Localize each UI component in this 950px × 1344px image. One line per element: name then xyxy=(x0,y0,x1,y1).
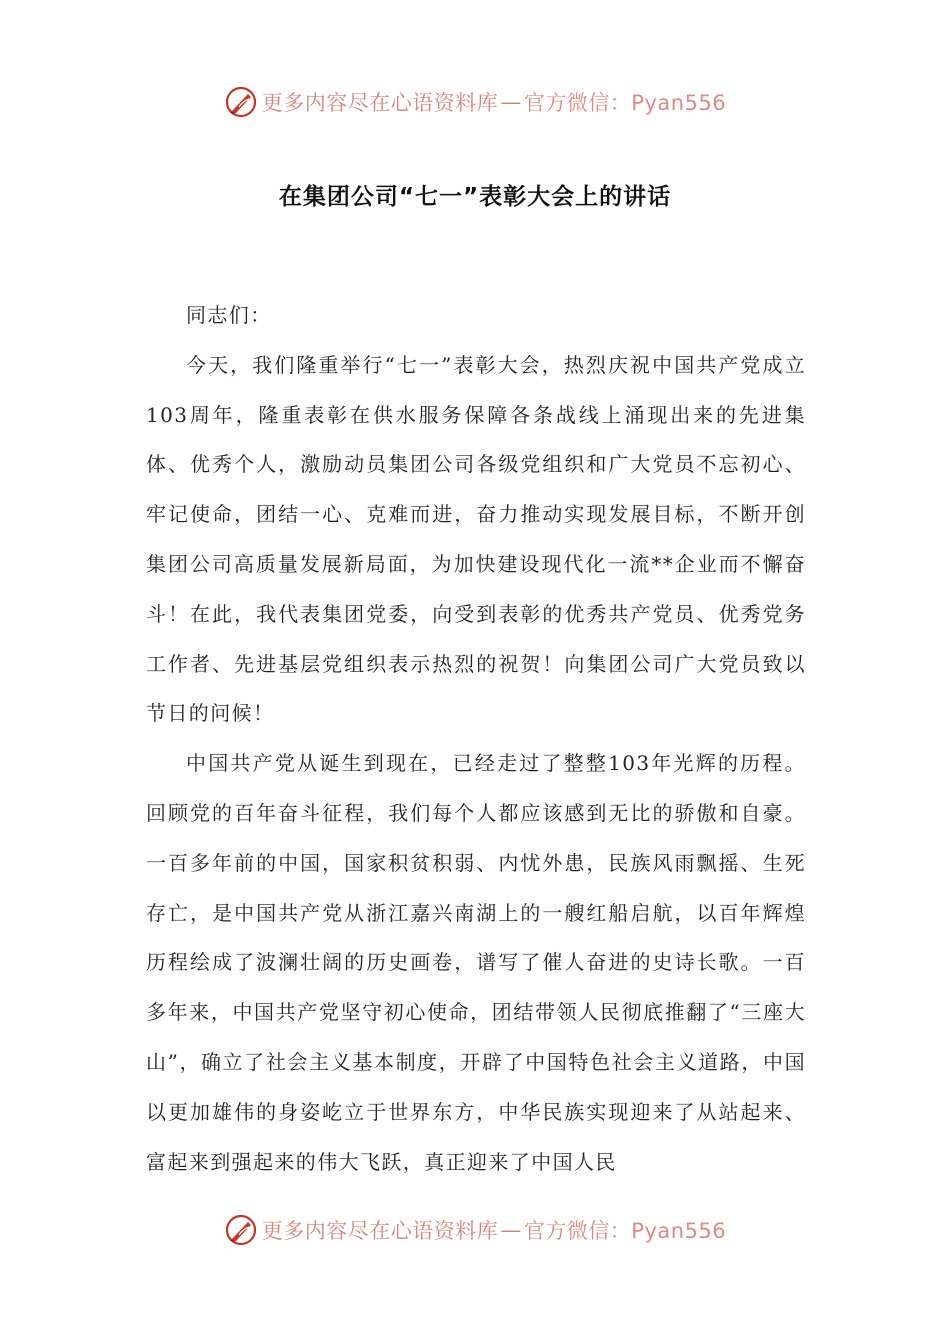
watermark-wechat-text: 官方微信：Pyan556 xyxy=(523,91,727,115)
watermark-wechat-text: 官方微信：Pyan556 xyxy=(523,1219,727,1243)
watermark-separator: — xyxy=(500,1218,522,1242)
document-title: 在集团公司“七一”表彰大会上的讲话 xyxy=(278,184,672,210)
salutation: 同志们： xyxy=(186,303,272,327)
pen-logo-icon xyxy=(224,85,258,119)
header-watermark xyxy=(0,82,950,122)
paragraph-1: 今天，我们隆重举行“七一”表彰大会，热烈庆祝中国共产党成立103周年，隆重表彰在供水服务保障各条战线上涌现出来的先进集体、优秀个人，激励动员集团公司各级党组织和广大党员不忘初心、牢记使命，团结一心、克难而进，奋力推动实现发展目标，不断开创集团公司高质量发展新局面，为加快建设现代化一流**企业而不懈奋斗！在此，我代表集团党委，向受到表彰的优秀共产党员、优秀党务工作者、先进基层党组织表示热烈的祝贺！向集团公司广大党员致以节日的问候！ xyxy=(146,352,806,726)
pen-logo-icon xyxy=(224,1213,258,1247)
watermark-site-text: 更多内容尽在心语资料库 xyxy=(261,91,499,115)
watermark-separator: — xyxy=(500,90,522,114)
footer-watermark xyxy=(0,1210,950,1250)
watermark-site-text: 更多内容尽在心语资料库 xyxy=(261,1219,499,1243)
paragraph-2: 中国共产党从诞生到现在，已经走过了整整103年光辉的历程。回顾党的百年奋斗征程，我们每个人都应该感到无比的骄傲和自豪。一百多年前的中国，国家积贫积弱、内忧外患，民族风雨飘摇、生死存亡，是中国共产党从浙江嘉兴南湖上的一艘红船启航，以百年辉煌历程绘成了波澜壮阔的历史画卷，谱写了催人奋进的史诗长歌。一百多年来，中国共产党坚守初心使命，团结带领人民彻底推翻了“三座大山”，确立了社会主义基本制度，开辟了中国特色社会主义道路，中国以更加雄伟的身姿屹立于世界东方，中华民族实现迎来了从站起来、富起来到强起来的伟大飞跃，真正迎来了中国人民 xyxy=(146,751,806,1174)
document-body xyxy=(146,291,806,1187)
